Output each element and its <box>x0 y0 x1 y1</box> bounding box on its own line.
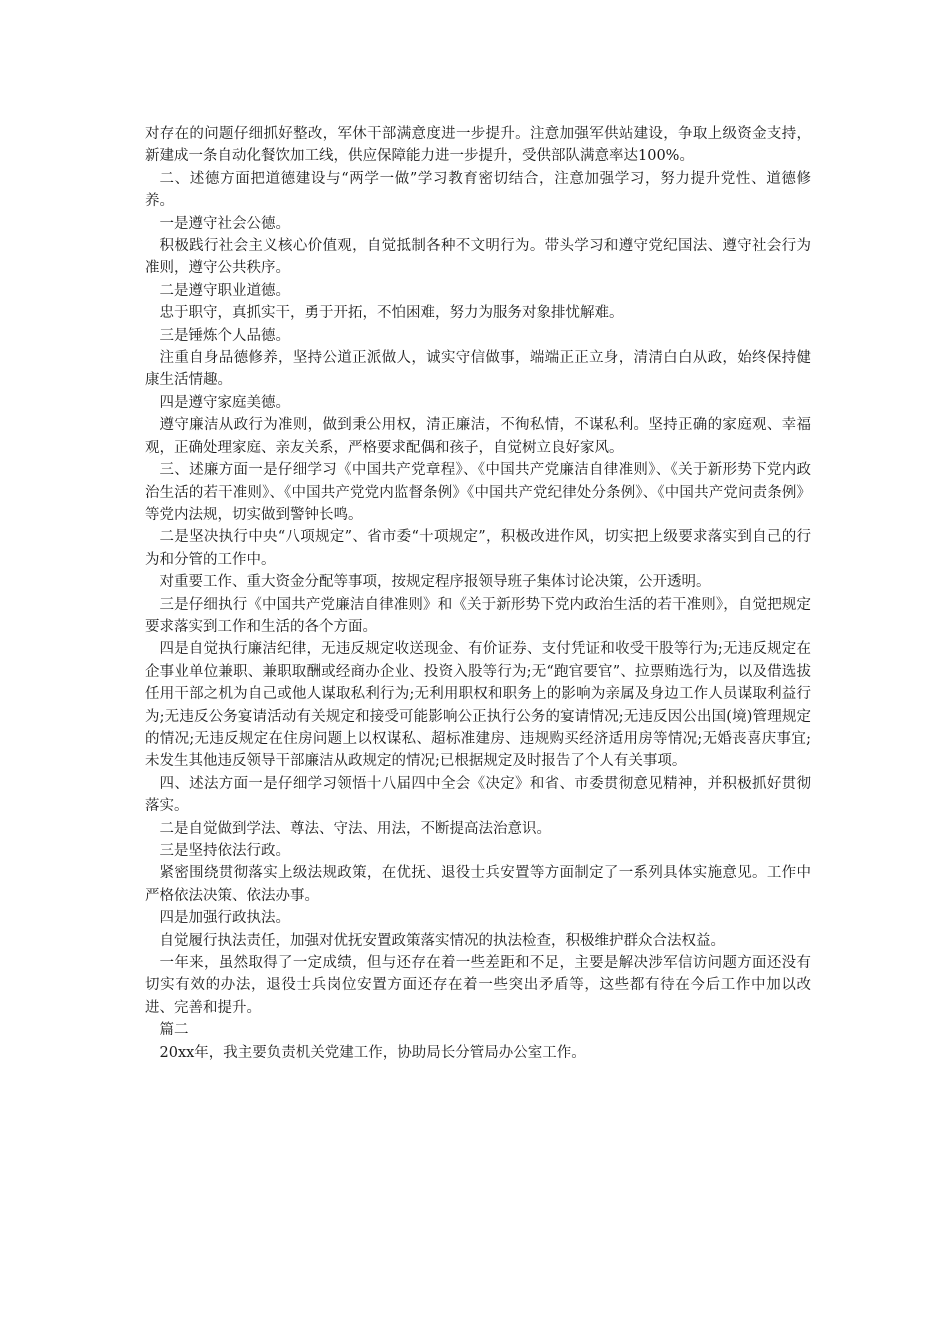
paragraph-social-ethics-body: 积极践行社会主义核心价值观，自觉抵制各种不文明行为。带头学习和遵守党纪国法、遵守社会行为准则，遵守公共秩序。 <box>145 238 811 277</box>
paragraph-heading-law-enforcement: 四是加强行政执法。 <box>159 910 290 927</box>
paragraph-section-morality: 二、述德方面把道德建设与“两学一做”学习教育密切结合，注意加强学习，努力提升党性、道德修养。 <box>145 170 811 210</box>
paragraph-summary-shortcomings: 一年来，虽然取得了一定成绩，但与还存在着一些差距和不足，主要是解决涉军信访问题方面还没有切实有效的办法，退役士兵岗位安置方面还存在着一些突出矛盾等，这些都有待在今后工作中加以改进、完善和提升。 <box>145 955 811 1016</box>
paragraph-heading-personal-character: 三是锤炼个人品德。 <box>159 327 290 344</box>
paragraph-integrity-discipline: 四是自觉执行廉洁纪律，无违反规定收送现金、有价证券、支付凭证和收受干股等行为;无违反规定在企事业单位兼职、兼职取酬或经商办企业、投资入股等行为;无“跑官要官”、拉票贿选行为，以及借选拔任用干部之机为自己或他人谋取私利行为;无利用职权和职务上的影响为亲属及身边工作人员谋取利益行为;无违反公务宴请活动有关规定和接受可能影响公正执行公务的宴请情况;无违反因公出国(境)管理规定的情况;无违反规定在住房问题上以权谋私、超标准建房、违规购买经济适用房等情况;无婚丧喜庆事宜;未发生其他违反领导干部廉洁从政规定的情况;已根据规定及时报告了个人有关事项。 <box>145 641 811 770</box>
paragraph-heading-family-virtues: 四是遵守家庭美德。 <box>159 394 290 411</box>
document-body <box>145 123 811 1064</box>
paragraph-section-law: 四、述法方面一是仔细学习领悟十八届四中全会《决定》和省、市委贯彻意见精神，并积极抓好贯彻落实。 <box>145 775 811 815</box>
paragraph-personal-character-body: 注重自身品德修养，坚持公道正派做人，诚实守信做事，端端正正立身，清清白白从政，始终保持健康生活情趣。 <box>145 350 811 389</box>
paragraph-eight-rules: 二是坚决执行中央“八项规定”、省市委“十项规定”，积极改进作风，切实把上级要求落实到自己的行为和分管的工作中。 <box>145 529 811 568</box>
paragraph-self-discipline-rules: 三是仔细执行《中国共产党廉洁自律准则》和《关于新形势下党内政治生活的若干准则》，自觉把规定要求落实到工作和生活的各个方面。 <box>145 596 811 635</box>
paragraph-law-enforcement-body: 自觉履行执法责任，加强对优抚安置政策落实情况的执法检查，积极维护群众合法权益。 <box>159 932 725 949</box>
paragraph-section-integrity: 三、述廉方面一是仔细学习《中国共产党章程》、《中国共产党廉洁自律准则》、《关于新形势下党内政治生活的若干准则》、《中国共产党党内监督条例》《中国共产党纪律处分条例》、《中国共产党问责条例》等党内法规，切实做到警钟长鸣。 <box>145 462 811 523</box>
paragraph-collective-decision: 对重要工作、重大资金分配等事项，按规定程序报领导班子集体讨论决策，公开透明。 <box>159 574 711 591</box>
paragraph-lawful-administration-body: 紧密围绕贯彻落实上级法规政策，在优抚、退役士兵安置等方面制定了一系列具体实施意见。工作中严格依法决策、依法办事。 <box>145 865 811 904</box>
paragraph-part-two-intro: 20xx年，我主要负责机关党建工作，协助局长分管局办公室工作。 <box>159 1044 586 1061</box>
paragraph-professional-ethics-body: 忠于职守，真抓实干，勇于开拓，不怕困难，努力为服务对象排忧解难。 <box>159 305 624 322</box>
paragraph-legal-awareness: 二是自觉做到学法、尊法、守法、用法，不断提高法治意识。 <box>159 820 551 837</box>
paragraph-continuation: 对存在的问题仔细抓好整改，军休干部满意度进一步提升。注意加强军供站建设，争取上级资金支持，新建成一条自动化餐饮加工线，供应保障能力进一步提升，受供部队满意率达100%。 <box>145 126 811 165</box>
paragraph-heading-social-ethics: 一是遵守社会公德。 <box>159 215 290 232</box>
paragraph-family-virtues-body: 遵守廉洁从政行为准则，做到秉公用权，清正廉洁，不徇私情，不谋私利。坚持正确的家庭观、幸福观，正确处理家庭、亲友关系，严格要求配偶和孩子，自觉树立良好家风。 <box>145 417 811 456</box>
paragraph-heading-lawful-administration: 三是坚持依法行政。 <box>159 843 290 859</box>
paragraph-heading-professional-ethics: 二是遵守职业道德。 <box>159 282 290 299</box>
paragraph-part-two-heading: 篇二 <box>159 1022 189 1039</box>
